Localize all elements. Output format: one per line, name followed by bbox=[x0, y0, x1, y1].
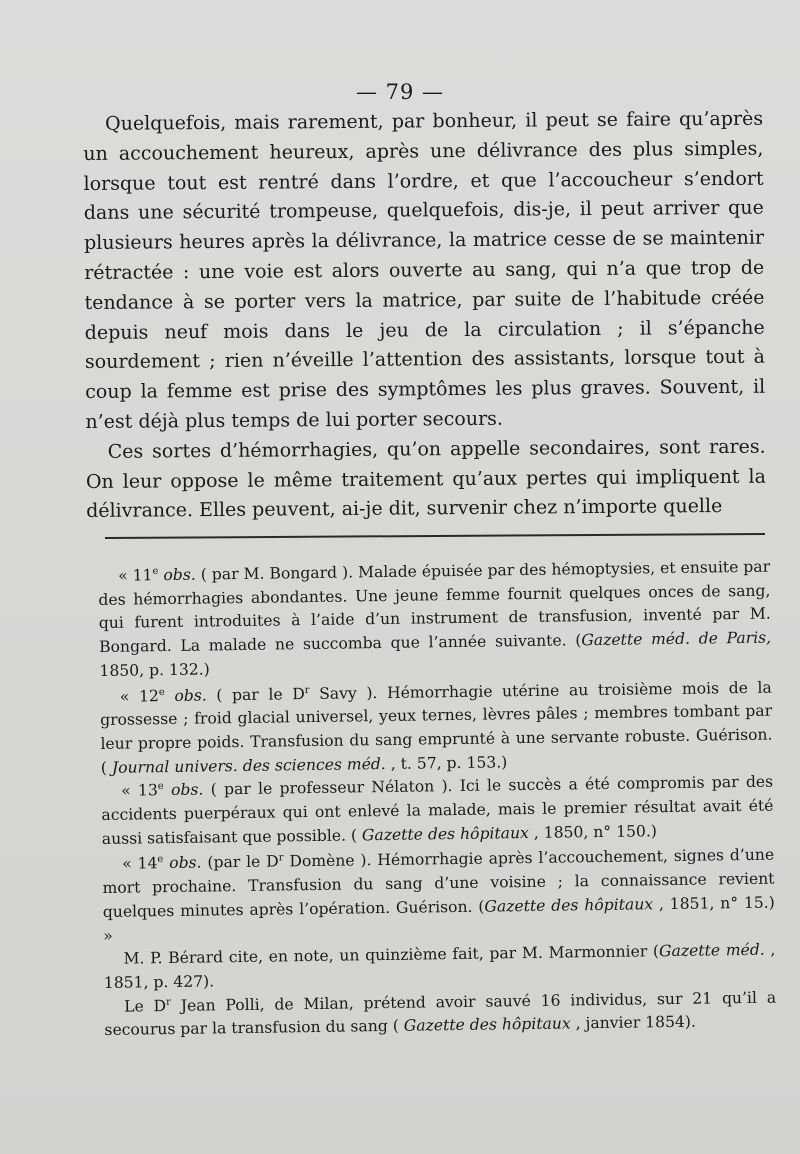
source-citation: Gazette méd. de Paris, bbox=[581, 628, 772, 650]
footnote-obs-14: « 14e obs. (par le $D^r$ Domène ). Hémorrhagie après l’accouchement, signes d’une mort prochaine. Transfusion du sang d’une voisine ; la connaissance revient quelques minutes après l’opération. Guérison. (Gazette des hôpitaux , 1851, n° 15.) » bbox=[102, 846, 775, 945]
footnote-divider bbox=[105, 533, 765, 539]
source-citation: Journal univers. des sciences méd. bbox=[106, 754, 386, 777]
footnotes bbox=[98, 556, 777, 1043]
source-citation: Gazette des hôpitaux bbox=[398, 1014, 571, 1036]
main-text bbox=[83, 105, 766, 527]
footnote-polli: Le $D^r$ Jean Polli, de Milan, prétend avoir sauvé 16 individus, sur 21 qu’il a secourus par la transfusion du sang ( Gazette des hôpitaux , janvier 1854). bbox=[104, 988, 777, 1040]
footnote-obs-12: « 12e obs. ( par le $D^r$ Savy ). Hémorrhagie utérine au troisième mois de la grossesse ; froid glacial universel, yeux ternes, lèvres pâles ; membres tombant par leur propre poids. Transfusion du sang emprunté à une servante robuste. Guérison. ( Journal univers. des sciences méd. , t. 57, p. 153.) bbox=[100, 678, 773, 777]
footnote-obs-13: « 13e obs. ( par le professeur Nélaton ). Ici le succès a été compromis par des accidents puerpéraux qui ont enlevé la malade, mais le premier résultat avait été aussi satisfaisant que possible. ( Gazette des hôpitaux , 1850, n° 150.) bbox=[101, 772, 774, 848]
page-number: — 79 — bbox=[355, 80, 445, 104]
source-citation: Gazette des hôpitaux bbox=[484, 895, 654, 916]
source-citation: Gazette des hôpitaux bbox=[356, 823, 529, 845]
footnote-obs-11: « 11e obs. ( par M. Bongard ). Malade épuisée par des hémoptysies, et ensuite par des hémorrhagies abondantes. Une jeune femme fournit quelques onces de sang, qui furent introduites à l’aide d’un instrument de transfusion, inventé par M. Bongard. La malade ne succomba que l’année suivante. (Gazette méd. de Paris, 1850, p. 132.) bbox=[98, 557, 772, 680]
footnote-berard: M. P. Bérard cite, en note, un quinzième fait, par M. Marmonnier (Gazette méd. , 1851, p. 427). bbox=[103, 940, 776, 992]
source-citation: Gazette méd. bbox=[658, 940, 765, 961]
body-paragraph: Quelquefois, mais rarement, par bonheur, il peut se faire qu’après un accouchement heureux, après une délivrance des plus simples, lorsque tout est rentré dans l’ordre, et que l’accoucheur s’endort dans une sécurité trompeuse, quelquefois, dis-je, il peut arriver que plusieurs heures après la délivrance, la matrice cesse de se maintenir rétractée : une voie est alors ouverte au sang, qui n’a que trop de tendance à se porter vers la matrice, par suite de l’habitude créée depuis neuf mois dans le jeu de la circulation ; il s’épanche sourdement ; rien n’éveille l’attention des assistants, lorsque tout à coup la femme est prise des symptômes les plus graves. Souvent, il n’est déjà plus temps de lui porter secours. bbox=[83, 107, 766, 433]
body-paragraph: Ces sortes d’hémorrhagies, qu’on appelle secondaires, sont rares. On leur oppose le même traitement qu’aux pertes qui impliquent la délivrance. Elles peuvent, ai-je dit, survenir chez n’importe quelle bbox=[85, 435, 766, 523]
